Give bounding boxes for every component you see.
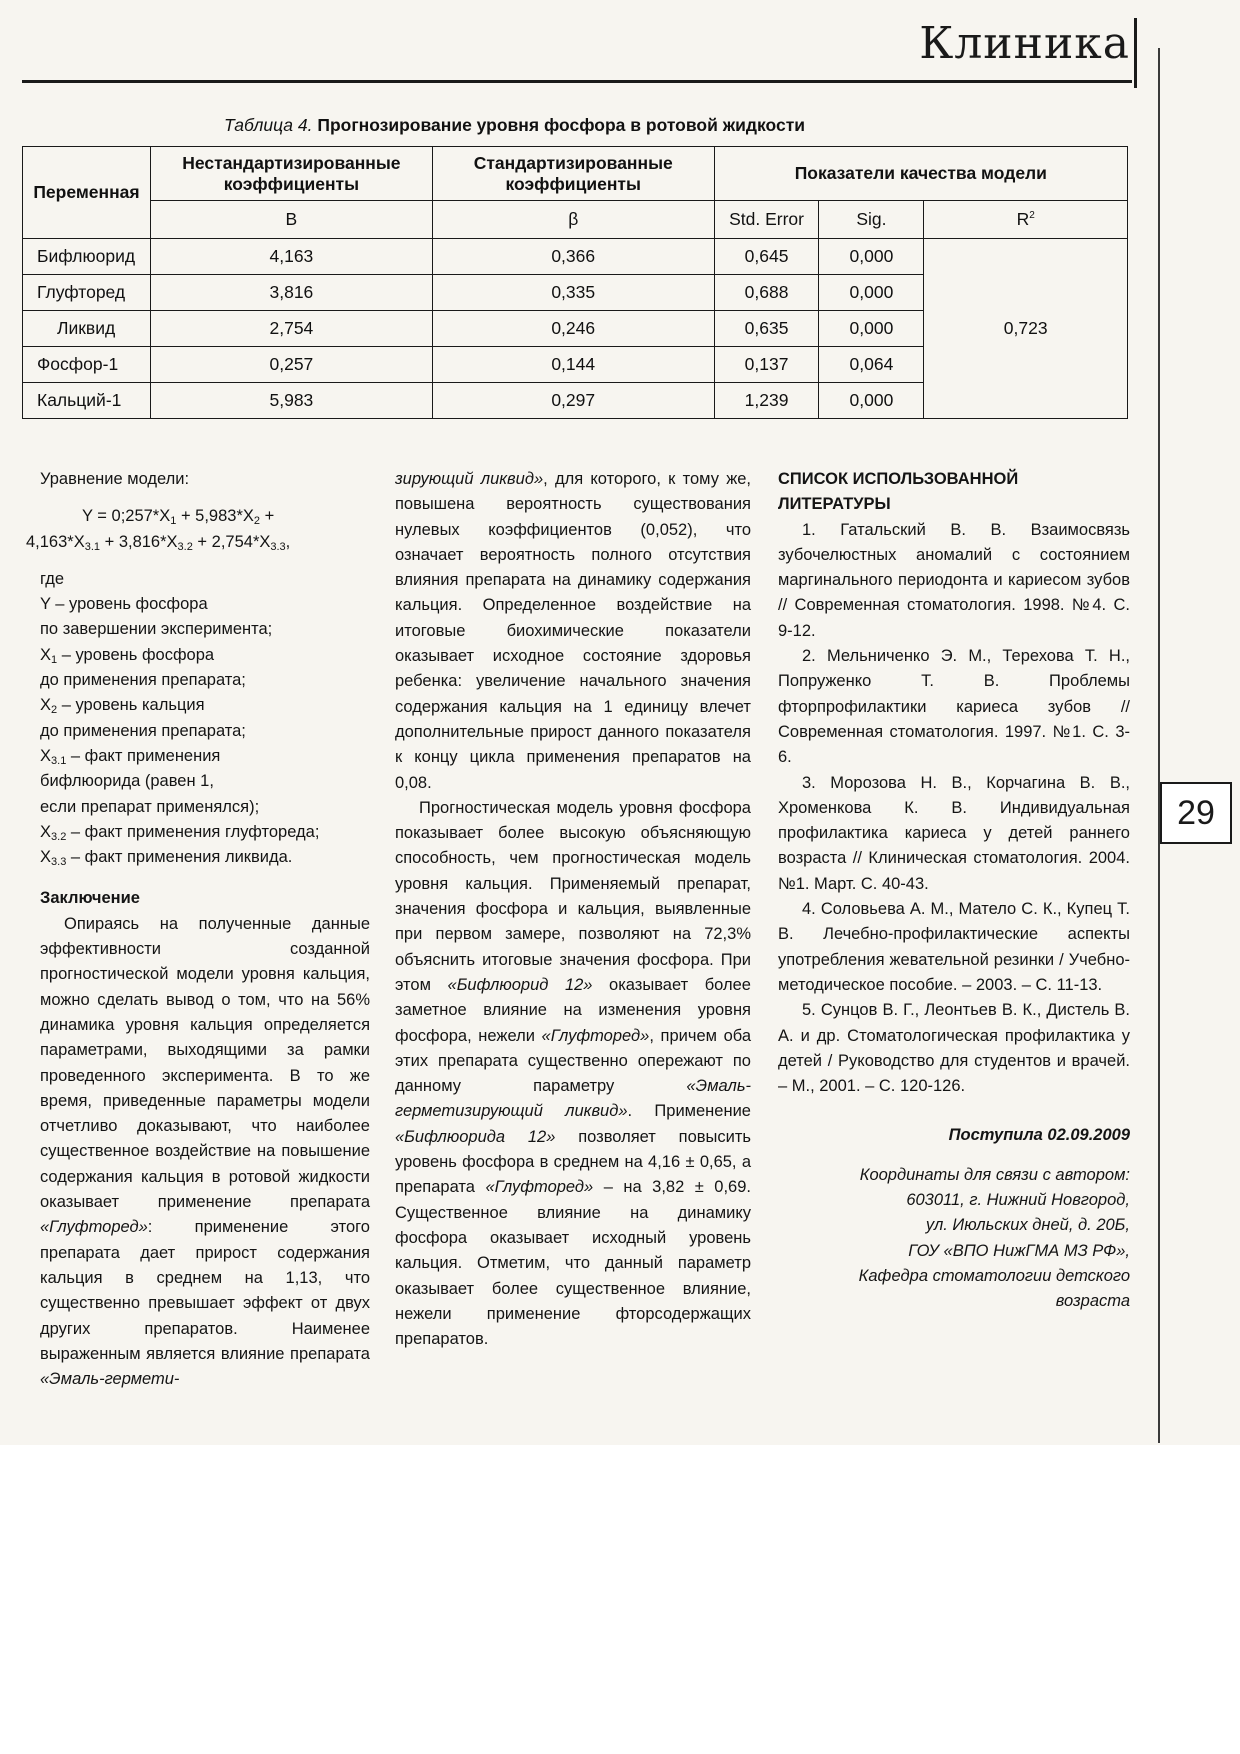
variable-definitions: где Y – уровень фосфора по завершении эксперимента; $X_1$ – уровень фосфора до применения препарата; $X_2$ – уровень кальция до применения препарата; $X_{3.1}$ – факт применения бифлюорида (равен 1, если препарат применялся); $X_{3.2}$ – факт применения глуфтореда; $X_{3.3}$ – факт применения ликвида. <box>40 569 320 869</box>
column-2 <box>395 467 751 1352</box>
row-sig: 0,000 <box>819 383 924 419</box>
reference-item: 1. Гатальский В. В. Взаимосвязь зубочелюстных аномалий с состоянием маргинального периодонта и кариесом зубов // Современная стоматология. 1998. №4. С. 9-12. <box>778 520 1130 640</box>
margin-rule <box>1158 48 1160 1443</box>
row-name: Фосфор-1 <box>23 347 151 383</box>
header-variable: Переменная <box>23 147 151 239</box>
paragraph-2: Прогностическая модель уровня фосфора показывает более высокую объясняющую способность, чем прогностическая модель уровня кальция. Применяемый препарат, значения фосфора и кальция, выявленные при первом замере, позволяют на 72,3% объяснить итоговые значения фосфора. При этом «Бифлюорид 12» оказывает более заметное влияние на изменения уровня фосфора, нежели «Глуфторед», причем оба этих препарата существенно опережают по данному параметру «Эмаль-герметизирующий ликвид». Применение «Бифлюорида 12» позволяет повысить уровень фосфора в среднем на 4,16 ± 0,65, а препарата «Глуфторед» – на 3,82 ± 0,69. Существенное влияние на динамику фосфора оказывает исходный уровень кальция. Отметим, что данный параметр оказывает более существенное влияние, нежели применение фторсодержащих препаратов. <box>395 798 751 1349</box>
header-r2: $R^2$ <box>924 201 1128 239</box>
header-b: B <box>150 201 432 239</box>
table-row <box>23 239 1128 275</box>
row-b: 5,983 <box>150 383 432 419</box>
row-name: Глуфторед <box>23 275 151 311</box>
reference-item: 3. Морозова Н. В., Корчагина В. В., Хроменкова К. В. Индивидуальная профилактика кариеса у детей раннего возраста // Клиническая стоматология. 2004. №1. Март. С. 40-43. <box>778 773 1130 893</box>
row-sig: 0,064 <box>819 347 924 383</box>
row-name: Кальций-1 <box>23 383 151 419</box>
conclusion-title: Заключение <box>40 889 140 908</box>
references-title: СПИСОК ИСПОЛЬЗОВАННОЙ ЛИТЕРАТУРЫ <box>778 470 1019 514</box>
section-title: Клиника <box>919 18 1130 69</box>
row-name: Бифлюорид <box>23 239 151 275</box>
reference-item: 2. Мельниченко Э. М., Терехова Т. Н., Попруженко Т. В. Проблемы фторпрофилактики кариеса зубов // Современная стоматология. 1997. №1. С. 3-6. <box>778 647 1130 767</box>
paragraph-1: зирующий ликвид», для которого, к тому же, повышена вероятность существования нулевых коэффициентов (0,052), что означает вероятность полного отсутствия влияния препарата на динамику содержания кальция. Определенное воздействие на итоговые биохимические показатели оказывает исходное состояние здоровья ребенка: увеличение начального значения содержания кальция на 1 единицу влечет дополнительные прирост данного показателя к концу цикла применения препаратов на 0,08. <box>395 470 751 792</box>
reference-item: 5. Сунцов В. Г., Леонтьев В. К., Дистель В. А. и др. Стоматологическая профилактика у детей / Руководство для студентов и врачей. – М., 2001. – С. 120-126. <box>778 1001 1130 1096</box>
row-b: 2,754 <box>150 311 432 347</box>
regression-table <box>22 146 1128 419</box>
row-beta: 0,297 <box>432 383 714 419</box>
author-contacts: Координаты для связи с автором: 603011, г. Нижний Новгород, ул. Июльских дней, д. 20Б, ГОУ «ВПО НижГМА МЗ РФ», Кафедра стоматологии детского возраста <box>858 1165 1130 1311</box>
reference-item: 4. Соловьева А. М., Матело С. К., Купец Т. В. Лечебно-профилактические аспекты употребления жевательной резинки / Учебно-методическое пособие. – 2003. – С. 11-13. <box>778 900 1130 994</box>
header-std: Стандартизированные коэффициенты <box>432 147 714 201</box>
row-b: 0,257 <box>150 347 432 383</box>
row-se: 1,239 <box>714 383 819 419</box>
header-divider <box>1134 18 1137 88</box>
header-unstd: Нестандартизированные коэффициенты <box>150 147 432 201</box>
row-sig: 0,000 <box>819 239 924 275</box>
model-equation: $Y = 0;257*X_1 + 5,983*X_2$ + $4,163*X_{3.1} + 3,816*X_{3.2} + 2,754*X_{3.3}$, <box>26 507 291 553</box>
column-3 <box>778 467 1130 1315</box>
received-date: Поступила 02.09.2009 <box>948 1126 1130 1145</box>
row-beta: 0,366 <box>432 239 714 275</box>
header-std-error: Std. Error <box>714 201 819 239</box>
equation-title: Уравнение модели: <box>40 470 190 488</box>
header-quality: Показатели качества модели <box>714 147 1127 201</box>
r2-value: 0,723 <box>924 239 1128 419</box>
row-b: 4,163 <box>150 239 432 275</box>
row-beta: 0,246 <box>432 311 714 347</box>
table-caption-label: Таблица 4. <box>224 115 313 135</box>
row-se: 0,635 <box>714 311 819 347</box>
page-number: 29 <box>1160 782 1232 844</box>
row-beta: 0,335 <box>432 275 714 311</box>
row-b: 3,816 <box>150 275 432 311</box>
row-beta: 0,144 <box>432 347 714 383</box>
row-name: Ликвид <box>23 311 151 347</box>
row-se: 0,137 <box>714 347 819 383</box>
table-caption <box>224 115 805 136</box>
row-sig: 0,000 <box>819 311 924 347</box>
blank-area <box>0 1445 1240 1754</box>
header-sig: Sig. <box>819 201 924 239</box>
header-rule <box>22 80 1132 83</box>
row-sig: 0,000 <box>819 275 924 311</box>
row-se: 0,688 <box>714 275 819 311</box>
conclusion-paragraph: Опираясь на полученные данные эффективности созданной прогностической модели уровня кальция, можно сделать вывод о том, что на 56% динамика уровня кальция определяется параметрами, выходящими за рамки проведенного эксперимента. В то же время, приведенные параметры модели отчетливо доказывают, что наиболее существенное воздействие на повышение содержания кальция в ротовой жидкости оказывает применение препарата «Глуфторед»: применение этого препарата дает прирост содержания кальция в среднем на 1,13, что существенно превышает эффект от двух других препаратов. Наименее выраженным является влияние препарата «Эмаль-гермети- <box>40 914 370 1389</box>
header-beta: β <box>432 201 714 239</box>
table-caption-text: Прогнозирование уровня фосфора в ротовой жидкости <box>317 115 806 135</box>
row-se: 0,645 <box>714 239 819 275</box>
column-1 <box>26 467 370 1392</box>
